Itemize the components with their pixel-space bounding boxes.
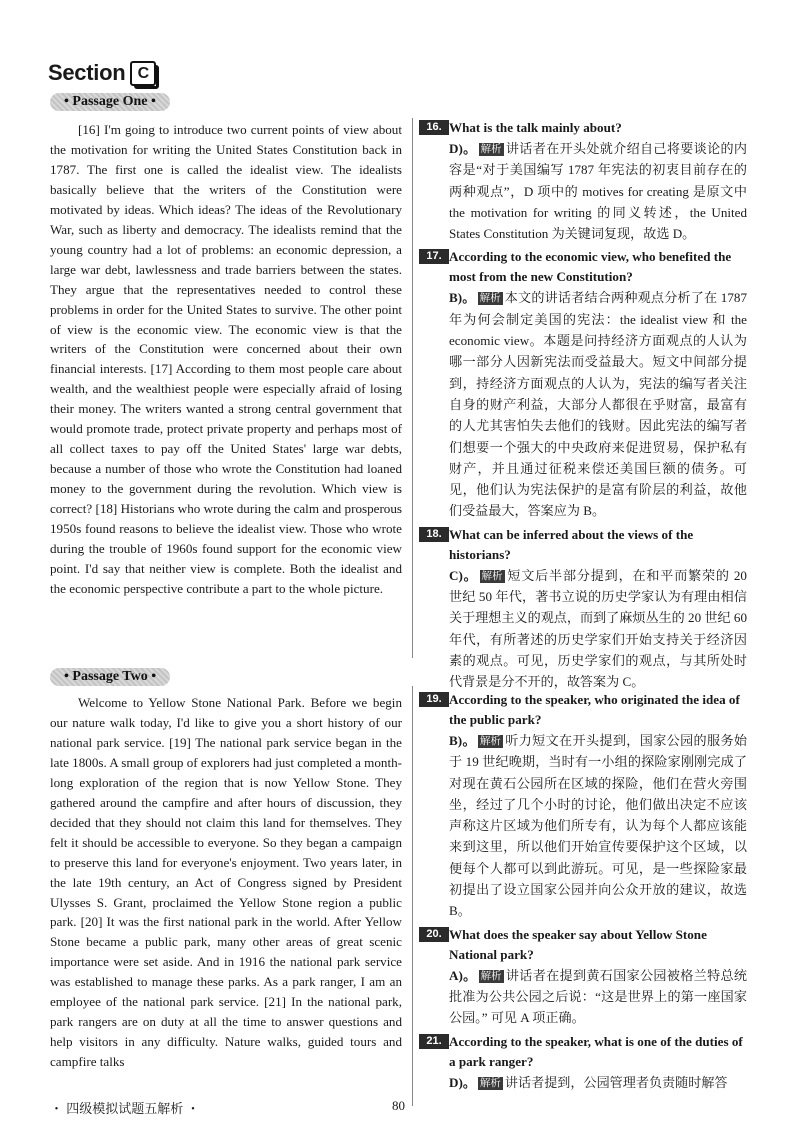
column-divider-top <box>412 118 413 658</box>
question-block <box>415 118 747 244</box>
answer-explanation <box>449 1072 747 1093</box>
explanation-text: 讲话者提到，公园管理者负责随时解答 <box>504 1074 728 1090</box>
answers-passage-one <box>415 118 747 696</box>
explanation-text: 本文的讲话者结合两种观点分析了在 1787 年为何会制定美国的宪法：the idealist view 和 the economic view。本题是问持经济方面观点的人认为哪一部分人因新宪法而受益最大。短文中间部分提到，持经济方面观点的人认为，宪法的编写者关注自身的财产利益，大部分人都很在乎财富，最富有的人尤其害怕失去他们的钱财。因此宪法的编写者们想要一个强大的中央政府来促进贸易，保护私有财产，并且通过征税来偿还美国巨额的债务。可见，他们认为宪法保护的是富有阶层的利益，故他们受益最大，答案应为 B。 <box>449 290 747 519</box>
question-block <box>415 247 747 521</box>
section-heading <box>48 60 156 86</box>
answer-letter: B)。 <box>449 733 476 748</box>
explain-tag: 解析 <box>479 1076 501 1089</box>
answer-letter: B)。 <box>449 290 476 306</box>
explain-tag: 解析 <box>481 569 503 582</box>
explanation-text: 讲话者在提到黄石国家公园被格兰特总统批准为公共公园之后说：“这是世界上的第一座国家公园。” 可见 A 项正确。 <box>449 967 748 1026</box>
explanation-text: 讲话者在开头处就介绍自己将要谈论的内容是“对于美国编写 1787 年宪法的初衷目前存在的两种观点”，D 项中的 motives for creating 是原文中 the motivation for writing 的同义转述，the United States Constitution 为关键词复现，故选 D。 <box>449 141 748 242</box>
question-number: 16. <box>419 120 449 135</box>
question-block <box>415 1032 747 1093</box>
page-number: 80 <box>392 1098 405 1113</box>
section-letter-icon: C <box>130 61 156 86</box>
answer-letter: D)。 <box>449 1074 476 1090</box>
question-text: According to the speaker, what is one of the duties of a park ranger? <box>449 1033 743 1069</box>
answer-explanation <box>449 565 747 693</box>
section-title: Section <box>48 60 126 85</box>
question-block <box>415 690 747 922</box>
answers-passage-two <box>415 690 747 1096</box>
question-number: 19. <box>419 692 449 707</box>
answer-letter: A)。 <box>449 967 477 983</box>
answer-explanation <box>449 138 747 244</box>
column-divider-bottom <box>412 686 413 1106</box>
explanation-text: 短文后半部分提到，在和平而繁荣的 20 世纪 50 年代，著书立说的历史学家认为有理由相信关于理想主义的观点，而到了麻烦丛生的 20 世纪 60 年代，有所著述的历史学家们开始支持关于经济因素的观点。可见，历史学家们的观点，与其所处时代背景是分不开的，故答案为 C。 <box>449 567 747 690</box>
question-text: What is the talk mainly about? <box>449 120 622 135</box>
question-text: What can be inferred about the views of the historians? <box>449 526 694 562</box>
answer-explanation <box>449 730 747 922</box>
answer-letter: D)。 <box>449 141 477 156</box>
question-text: According to the speaker, who originated the idea of the public park? <box>449 692 740 727</box>
answer-letter: C)。 <box>449 567 478 583</box>
question-block <box>415 525 747 693</box>
explain-tag: 解析 <box>479 735 501 747</box>
explain-tag: 解析 <box>479 292 501 305</box>
passage-two-tag: • Passage Two • <box>50 668 170 686</box>
question-number: 21. <box>419 1034 449 1049</box>
explain-tag: 解析 <box>480 969 502 982</box>
question-number: 18. <box>419 527 449 542</box>
passage-one-paragraph: [16] I'm going to introduce two current points of view about the motivation for writing the United States Constitution back in 1787. The first one is called the idealist view. The idealists basically believe that the writers of the Constitution were motivated by ideas. Which ideas? The ideas of the Revolutionary War, such as liberty and democracy. The idealists remind that the young country had a lot of problems: an economic depression, a large war debt, lawlessness and trade barriers between the states. They argue that the representatives needed to control these problems in order for the United States to survive. The other point of view is the economic view. The economic view is that the writers of the Constitution were concerned about their own financial interests. [17] According to them most people care about wealth, and the wealthiest people were especially afraid of losing their money. The writers wanted a strong central government that would promote trade, protect private property and perhaps most of all collect taxes to pay off the United States' large war debts, because a number of those who wrote the Constitution had loaned money to the government during the revolution. Which view is correct? [18] Historians who wrote during the calm and prosperous 1950s found reasons to believe the idealist view. Those who wrote during the trouble of 1960s found support for the economic view point. I'd say that neither view is complete. Both the idealist and the economic perspective contribute a part to the whole picture. <box>50 122 402 596</box>
passage-one-tag: • Passage One • <box>50 93 170 111</box>
question-number: 20. <box>419 927 449 942</box>
explain-tag: 解析 <box>480 143 502 155</box>
question-text: According to the economic view, who benefited the most from the new Constitution? <box>449 249 732 285</box>
passage-one-text <box>50 120 402 599</box>
passage-two-paragraph: Welcome to Yellow Stone National Park. Before we begin our nature walk today, I'd like to give you a short history of our national park service. [19] The national park service began in the late 1800s. A small group of explorers had just completed a month-long exploration of the region that is now Yellow Stone. They gathered around the campfire and after hours of discussion, they decided that they should not claim this land for themselves. They felt it should be accessible to everyone. So they began a campaign to preserve this land for everyone's enjoyment. Two years later, in the late 19th century, an Act of Congress signed by President Ulysses S. Grant, proclaimed the Yellow Stone region a public park. [20] It was the first national park in the world. After Yellow Stone became a public park, many other areas of great scenic importance were set aside. And in 1916 the national park service was established to manage these parks. As a park ranger, I am an employee of the national park service. [21] In the national park, park rangers are on duty at all the time to answer questions and help visitors in any difficulty. Nature walks, guided tours and campfire talks <box>50 695 403 1070</box>
passage-two-text <box>50 693 402 1072</box>
answer-explanation <box>449 965 747 1029</box>
question-number: 17. <box>419 249 449 264</box>
question-block <box>415 925 747 1029</box>
answer-explanation <box>449 287 747 521</box>
explanation-text: 听力短文在开头提到，国家公园的服务始于 19 世纪晚期，当时有一小组的探险家刚刚完成了对现在黄石公园所在区域的探险，他们在营火旁围坐，经过了几个小时的讨论，他们做出决定不应该声称这片区域为他们所专有，认为每个人都应该能来到这里，所以他们开始宣传要保护这个区域，以便每个人都可以到此游玩。可见，是一些探险家最初提出了设立国家公园并向公众开放的建议，故选 B。 <box>449 733 748 919</box>
question-text: What does the speaker say about Yellow Stone National park? <box>449 926 707 962</box>
footer-title: ・ 四级模拟试题五解析 ・ <box>50 1101 200 1116</box>
